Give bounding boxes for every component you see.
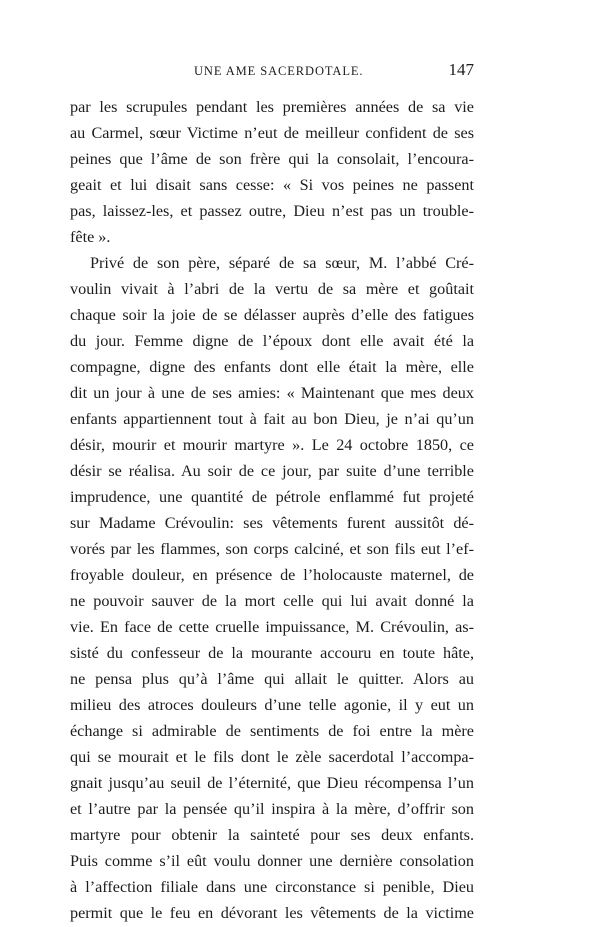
text-line: et l’autre par la pensée qu’il inspira à la mère, d’offrir son [70,800,474,819]
page-header [70,60,474,82]
text-line: permit que le feu en dévorant les vêtements de la victime [70,904,474,923]
text-line: qui se mourait et le fils dont le zèle sacerdotal l’accompa- [70,748,474,767]
body-text [70,94,474,927]
text-line: Puis comme s’il eût voulu donner une dernière consolation [70,852,474,871]
text-line: geait et lui disait sans cesse: « Si vos peines ne passent [70,176,474,195]
text-line: imprudence, une quantité de pétrole enflammé fut projeté [70,488,474,507]
text-line: sisté du confesseur de la mourante accouru en toute hâte, [70,644,474,663]
text-line: ne pouvoir sauver de la mort celle qui lui avait donné la [70,592,474,611]
text-line: à l’affection filiale dans une circonstance si penible, Dieu [70,878,474,897]
text-line: dit un jour à une de ses amies: « Maintenant que mes deux [70,384,474,403]
text-line: échange si admirable de sentiments de foi entre la mère [70,722,474,741]
text-line: par les scrupules pendant les premières années de sa vie [70,98,474,116]
page-number: 147 [448,60,474,79]
text-line: du jour. Femme digne de l’époux dont elle avait été la [70,332,474,351]
text-line: pas, laissez-les, et passez outre, Dieu n’est pas un trouble- [70,202,474,221]
text-line: au Carmel, sœur Victime n’eut de meilleur confident de ses [70,124,474,143]
text-line: peines que l’âme de son frère qui la consolait, l’encoura- [70,150,474,169]
text-line: milieu des atroces douleurs d’une telle agonie, il y eut un [70,696,474,715]
text-line: désir, mourir et mourir martyre ». Le 24 octobre 1850, ce [70,436,474,455]
text-line: compagne, digne des enfants dont elle était la mère, elle [70,358,474,377]
text-line: ne pensa plus qu’à l’âme qui allait le quitter. Alors au [70,670,474,689]
text-line: vorés par les flammes, son corps calciné, et son fils eut l’ef- [70,540,474,559]
text-line: désir se réalisa. Au soir de ce jour, par suite d’une terrible [70,462,474,481]
text-line: vie. En face de cette cruelle impuissance, M. Crévoulin, as- [70,618,474,637]
text-line: martyre pour obtenir la sainteté pour ses deux enfants. [70,826,474,845]
text-line: chaque soir la joie de se délasser auprès d’elle des fatigues [70,306,474,325]
text-line: sur Madame Crévoulin: ses vêtements furent aussitôt dé- [70,514,474,533]
text-line: froyable douleur, en présence de l’holocauste maternel, de [70,566,474,585]
running-title: UNE AME SACERDOTALE. [194,64,364,78]
text-line: Privé de son père, séparé de sa sœur, M. l’abbé Cré- [90,254,474,273]
text-line: voulin vivait à l’abri de la vertu de sa mère et goûtait [70,280,474,299]
text-line: fête ». [70,228,111,247]
text-line: enfants appartiennent tout à fait au bon Dieu, je n’ai qu’un [70,410,474,429]
text-line: gnait jusqu’au seuil de l’éternité, que Dieu récompensa l’un [70,774,474,793]
